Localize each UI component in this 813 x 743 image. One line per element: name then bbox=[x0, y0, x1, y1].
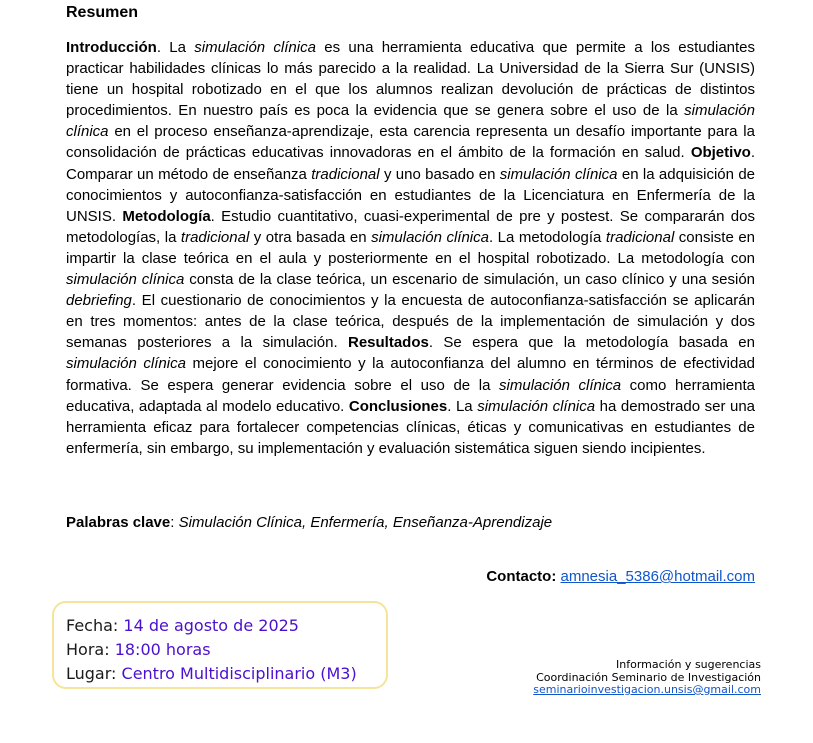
abstract-bold-segment: Conclusiones bbox=[348, 397, 448, 415]
event-details-box bbox=[52, 601, 388, 689]
abstract-italic-segment: simulación clínica bbox=[194, 39, 316, 56]
abstract-text-segment: . Estudio cuantitativo, cuasi-experimental de pre y postest. Se compararán dos metodologías, la bbox=[66, 207, 755, 246]
abstract-text-segment: mejore el conocimiento y la autoconfianza del alumno en términos de efectividad formativa. Se espera generar evidencia sobre el uso de la bbox=[66, 355, 756, 394]
event-date-value: 14 de agosto de 2025 bbox=[123, 616, 299, 635]
abstract-text-segment: como herramienta educativa, adaptada al modelo educativo. bbox=[66, 376, 755, 415]
info-block bbox=[533, 659, 761, 697]
abstract-text-segment: es una herramienta educativa que permite a los estudiantes practicar habilidades clínicas lo más parecido a la realidad. La Universidad de la Sierra Sur (UNSIS) tiene un hospital robotizado en el que los alumnos realizan devolución de prácticas de distintos procedimientos. En nuestro país es poca la evidencia que se genera sobre el uso de la bbox=[66, 39, 756, 120]
abstract-text-segment: y otra basada en bbox=[249, 228, 372, 246]
contact-label: Contacto: bbox=[486, 568, 557, 585]
abstract-italic-segment: tradicional bbox=[605, 228, 675, 246]
contact-line bbox=[486, 567, 755, 587]
abstract-text-segment: . El cuestionario de conocimientos y la encuesta de autoconfianza-satisfacción se aplicarán en tres momentos: antes de la clase teórica, después de la implementación de simulación y dos semanas posteriores a la simulación. bbox=[66, 292, 755, 352]
abstract-text-segment: consta de la clase teórica, un escenario de simulación, un caso clínico y una sesión bbox=[184, 271, 755, 289]
event-date-row bbox=[66, 616, 299, 636]
keywords-label: Palabras clave bbox=[66, 514, 171, 531]
abstract-italic-segment: tradicional bbox=[180, 228, 250, 246]
abstract-italic-segment: debriefing bbox=[66, 292, 132, 310]
abstract-italic-segment: tradicional bbox=[311, 165, 380, 183]
abstract-bold-segment: Resultados bbox=[347, 334, 429, 352]
abstract-italic-segment: simulación clínica bbox=[499, 376, 622, 394]
abstract-italic-segment: simulación clínica bbox=[499, 165, 618, 183]
keywords-line bbox=[66, 513, 755, 533]
abstract-text-segment: y uno basado en bbox=[379, 165, 500, 183]
abstract-text-segment: ha demostrado ser una herramienta eficaz para fortalecer competencias clínicas, éticas y comunicativas en estudiantes de enfermería, sin embargo, su implementación y evaluación sistemática siguen siendo incipientes. bbox=[66, 397, 756, 457]
abstract-text-segment: . Comparar un método de enseñanza bbox=[66, 144, 755, 183]
abstract-text-segment: . La metodología bbox=[488, 228, 606, 246]
abstract-text-segment: . La bbox=[447, 397, 478, 415]
abstract-italic-segment: simulación clínica bbox=[66, 102, 755, 141]
abstract-bold-segment: Introducción bbox=[66, 39, 157, 56]
event-time-label: Hora: bbox=[66, 640, 110, 659]
abstract-italic-segment: simulación clínica bbox=[66, 355, 186, 373]
info-email-link[interactable]: seminarioinvestigacion.unsis@gmail.com bbox=[533, 683, 761, 696]
info-title: Información y sugerencias bbox=[616, 658, 761, 671]
abstract-bold-segment: Objetivo bbox=[690, 144, 751, 162]
event-place-row bbox=[66, 664, 357, 684]
event-date-label: Fecha: bbox=[66, 616, 119, 635]
event-time-row bbox=[66, 640, 211, 660]
abstract-italic-segment: simulación clínica bbox=[66, 271, 185, 289]
abstract-bold-segment: Metodología bbox=[122, 207, 211, 225]
keywords-text: Simulación Clínica, Enfermería, Enseñanza-Aprendizaje bbox=[178, 514, 553, 531]
event-time-value: 18:00 horas bbox=[114, 640, 211, 659]
event-place-label: Lugar: bbox=[66, 664, 117, 683]
abstract-paragraph bbox=[66, 37, 755, 459]
abstract-italic-segment: simulación clínica bbox=[371, 228, 489, 246]
contact-email-link[interactable]: amnesia_5386@hotmail.com bbox=[560, 568, 755, 585]
abstract-text-segment: consiste en impartir la clase teórica en el aula y posteriormente en el hospital robotizado. La metodología con bbox=[66, 228, 756, 267]
keywords-separator: : bbox=[170, 514, 179, 531]
abstract-italic-segment: simulación clínica bbox=[477, 397, 596, 415]
section-heading: Resumen bbox=[66, 4, 139, 21]
info-coordination: Coordinación Seminario de Investigación bbox=[536, 670, 761, 684]
abstract-text-segment: en la adquisición de conocimientos y autoconfianza-satisfacción en estudiantes de la Licenciatura en Enfermería de la UNSIS. bbox=[66, 165, 756, 225]
event-place-value: Centro Multidisciplinario (M3) bbox=[121, 664, 357, 683]
abstract-text-segment: . La bbox=[156, 39, 195, 56]
abstract-text-segment: en el proceso enseñanza-aprendizaje, esta carencia representa un desafío importante para la consolidación de prácticas educativas innovadoras en el ámbito de la formación en salud. bbox=[66, 123, 755, 162]
abstract-text-segment: . Se espera que la metodología basada en bbox=[428, 334, 755, 352]
